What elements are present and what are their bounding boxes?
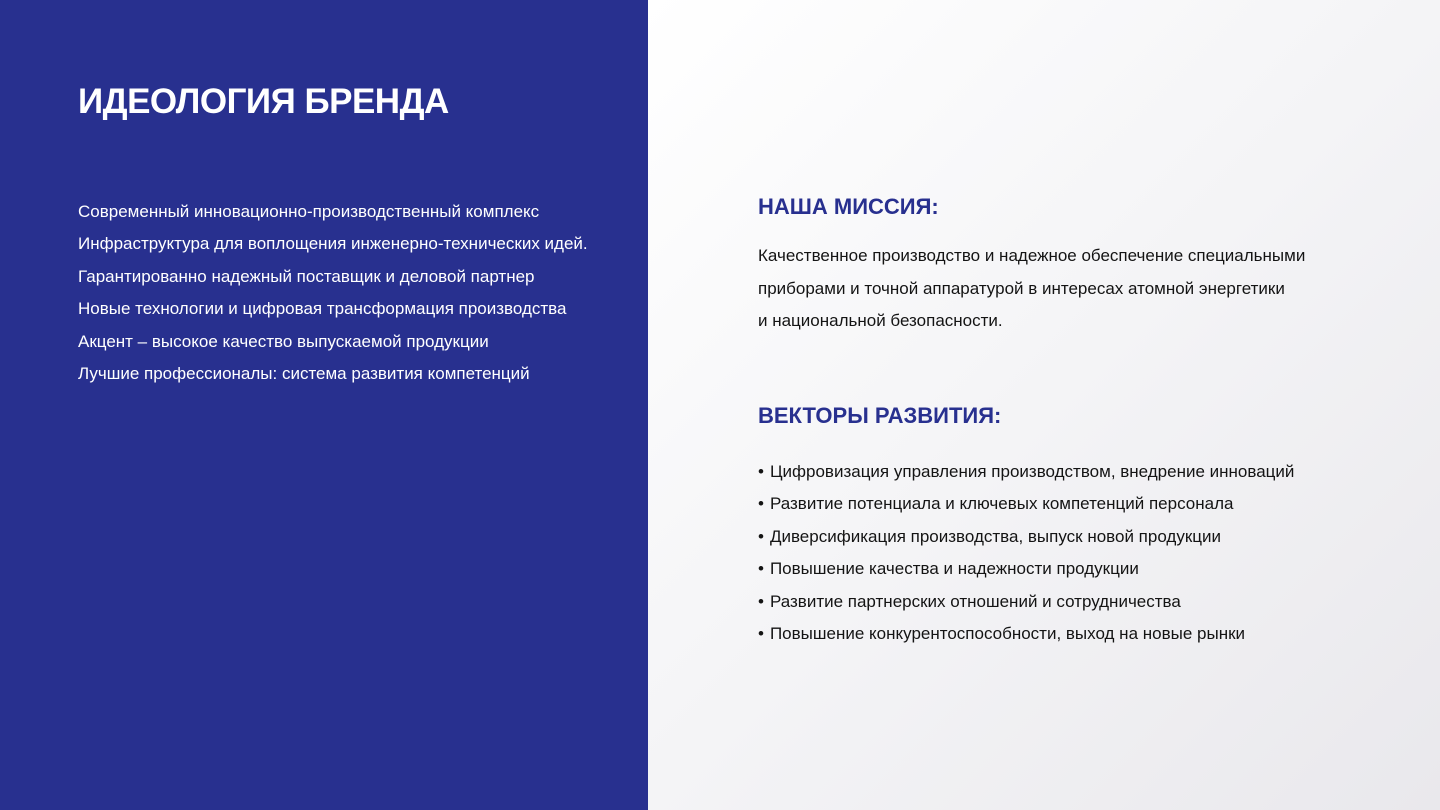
mission-heading: НАША МИССИЯ: [758, 194, 939, 219]
bullet-icon: • [758, 624, 764, 644]
vector-item-text: Диверсификация производства, выпуск новой продукции [769, 526, 1222, 546]
vector-item [758, 618, 1294, 650]
principle-item: Инфраструктура для воплощения инженерно-технических идей. [78, 234, 588, 254]
mission-text [758, 240, 1305, 338]
mission-line: приборами и точной аппаратурой в интересах атомной энергетики [758, 278, 1285, 298]
mission-line: Качественное производство и надежное обеспечение специальными [758, 246, 1306, 265]
principle-item: Гарантированно надежный поставщик и деловой партнер [78, 266, 535, 286]
bullet-icon: • [758, 591, 764, 611]
mission-line: и национальной безопасности. [758, 311, 1003, 330]
vector-item [758, 488, 1294, 520]
development-vectors-list [758, 456, 1294, 650]
vector-item [758, 521, 1294, 553]
principle-item: Акцент – высокое качество выпускаемой продукции [78, 331, 489, 351]
bullet-icon: • [758, 494, 764, 514]
vector-item [758, 553, 1294, 585]
vector-item-text: Развитие потенциала и ключевых компетенций персонала [769, 494, 1234, 514]
vector-item-text: Повышение качества и надежности продукции [769, 559, 1139, 579]
development-vectors-heading: ВЕКТОРЫ РАЗВИТИЯ: [758, 403, 1002, 428]
left-panel [0, 0, 648, 810]
brand-ideology-title: ИДЕОЛОГИЯ БРЕНДА [78, 82, 449, 121]
vector-item [758, 456, 1294, 488]
vector-item [758, 586, 1294, 618]
vector-item-text: Цифровизация управления производством, внедрение инноваций [769, 462, 1295, 481]
principle-item: Лучшие профессионалы: система развития компетенций [78, 364, 530, 384]
brand-principles-list [78, 196, 588, 390]
bullet-icon: • [758, 559, 764, 579]
principle-item: Современный инновационно-производственный комплекс [78, 202, 540, 221]
vector-item-text: Повышение конкурентоспособности, выход на новые рынки [769, 624, 1246, 644]
vector-item-text: Развитие партнерских отношений и сотрудничества [769, 591, 1181, 611]
principle-item: Новые технологии и цифровая трансформация производства [78, 299, 567, 319]
bullet-icon: • [758, 462, 764, 481]
bullet-icon: • [758, 526, 764, 546]
